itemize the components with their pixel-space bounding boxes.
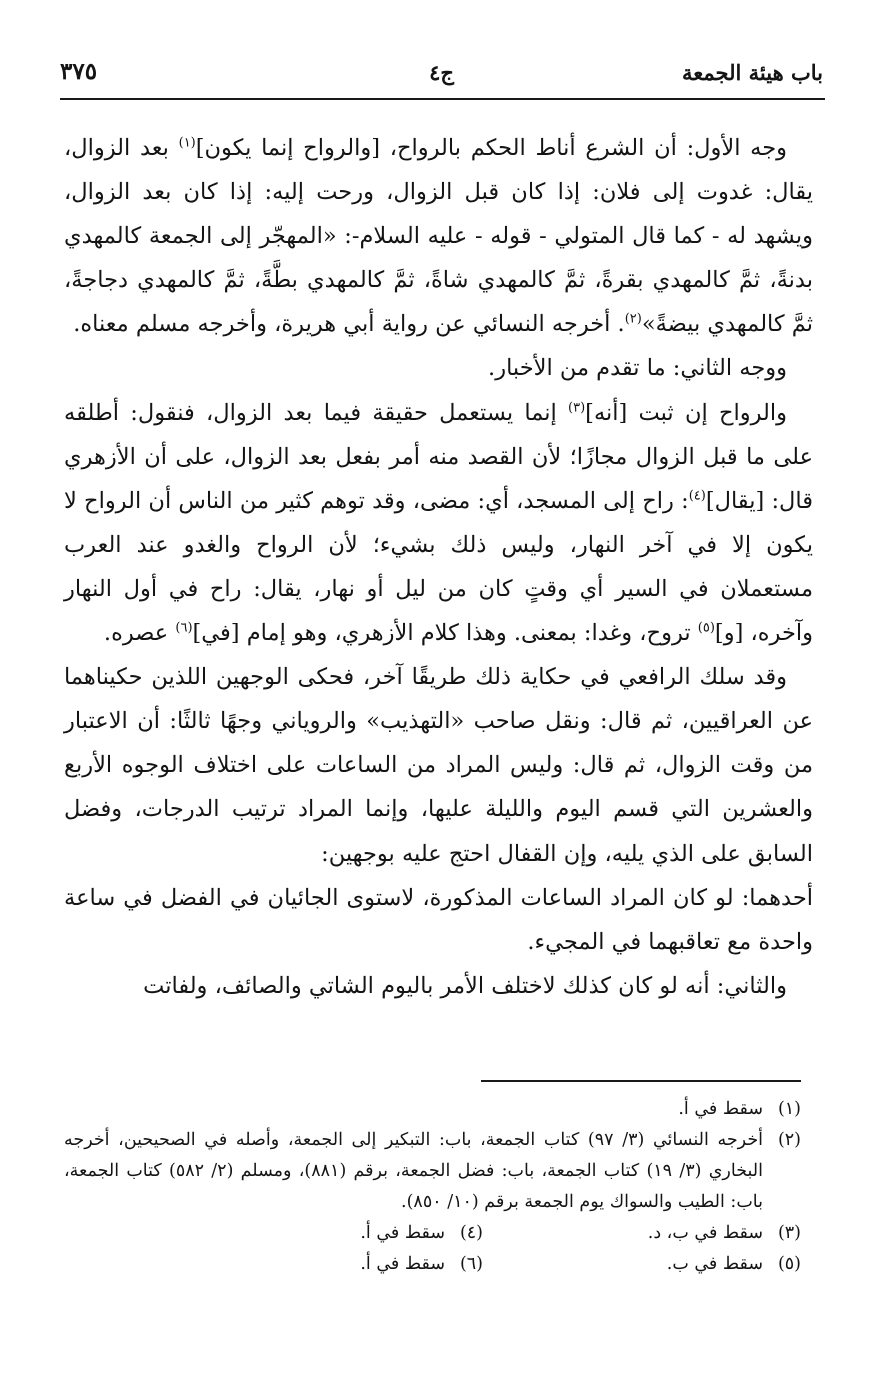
- footnote-number: (٣): [777, 1223, 801, 1243]
- paragraph-text: والرواح إن ثبت [أنه]: [585, 399, 787, 426]
- footnote-4: [165, 1218, 483, 1249]
- running-header: [60, 58, 823, 96]
- footnote-number: (٢): [777, 1130, 801, 1150]
- footnote-text: سقط في أ.: [360, 1223, 445, 1243]
- footnote-text: سقط في ب، د.: [647, 1223, 763, 1243]
- paragraph-3: [64, 391, 813, 656]
- paragraph-text: وجه الأول: أن الشرع أناط الحكم بالرواح، [والرواح إنما يكون]: [195, 135, 787, 161]
- footnote-text: سقط في ب.: [666, 1254, 763, 1274]
- paragraph-text: : راح إلى المسجد، أي: مضى، وقد توهم كثير من الناس أن الرواح لا يكون إلا في آخر النهار، وليس ذلك بشيء؛ لأن الرواح والغدو عند العرب مستعملان في السير أي وقتٍ كان من ليل أو نهار، يقال: راح في أول النهار وآخره، [و]: [64, 487, 813, 647]
- paragraph-5: أحدهما: لو كان المراد الساعات المذكورة، لاستوى الجائيان في الفضل في ساعة واحدة مع تعاقبهما في المجيء.: [64, 884, 813, 955]
- footnote-ref: (٣): [568, 400, 586, 416]
- footnote-ref: (٤): [688, 488, 706, 504]
- footnote-3: [483, 1218, 801, 1249]
- footnote-number: (٤): [459, 1223, 483, 1243]
- footnotes: [64, 1094, 801, 1280]
- footnote-text: أخرجه النسائي (٣/ ٩٧) كتاب الجمعة، باب: التبكير إلى الجمعة، وأصله في الصحيحين، أخرجه البخاري (٣/ ١٩) كتاب الجمعة، باب: فضل الجمعة، برقم (٨٨١)، ومسلم (٢/ ٥٨٢) كتاب الجمعة، باب: الطيب والسواك يوم الجمعة برقم (١٠/ ٨٥٠).: [64, 1130, 763, 1212]
- footnote-5: [483, 1249, 801, 1280]
- paragraph-text: عصره.: [103, 620, 176, 647]
- footnote-text: سقط في أ.: [678, 1099, 763, 1119]
- footnote-number: (٦): [459, 1254, 483, 1274]
- footnote-1: [64, 1094, 801, 1125]
- header-rule: [60, 98, 825, 100]
- footnote-separator: [481, 1080, 801, 1082]
- paragraph-text: إنما يستعمل حقيقة فيما بعد الزوال، فنقول: أطلقه على ما قبل الزوال مجازًا؛ لأن القصد منه أمر بفعل بعد الزوال، على أن الأزهري قال: [يقال]: [64, 399, 813, 514]
- footnote-number: (٥): [777, 1254, 801, 1274]
- footnote-row: [64, 1249, 801, 1280]
- footnote-text: سقط في أ.: [360, 1254, 445, 1274]
- paragraph-2: ووجه الثاني: ما تقدم من الأخبار.: [488, 355, 787, 382]
- footnote-ref: (٥): [697, 620, 715, 636]
- volume-label: ج٤: [429, 60, 454, 85]
- paragraph-4: وقد سلك الرافعي في حكاية ذلك طريقًا آخر، فحكى الوجهين اللذين حكيناهما عن العراقيين، ثم قال: ونقل صاحب «التهذيب» والروياني وجهًا ثالثًا: أن الاعتبار من وقت الزوال، ثم قال: وليس المراد من الساعات على اختلاف الوجوه الأربع والعشرين التي قسم اليوم والليلة عليها، وإنما المراد ترتيب الدرجات، وفضل السابق على الذي يليه، وإن القفال احتج عليه بوجهين:: [64, 664, 813, 867]
- footnote-2: [64, 1125, 801, 1218]
- footnote-ref: (١): [178, 135, 196, 151]
- page-number: ٣٧٥: [60, 58, 98, 85]
- paragraph-6: والثاني: أنه لو كان كذلك لاختلف الأمر باليوم الشاتي والصائف، ولفاتت: [143, 972, 787, 999]
- footnote-row: [64, 1218, 801, 1249]
- paragraph-text: . أخرجه النسائي عن رواية أبي هريرة، وأخرجه مسلم معناه.: [73, 311, 625, 338]
- paragraph-text: تروح، وغدا: بمعنى. وهذا كلام الأزهري، وهو إمام [في]: [192, 620, 698, 647]
- footnote-number: (١): [777, 1099, 801, 1119]
- paragraph-text: بعد الزوال، يقال: غدوت إلى فلان: إذا كان قبل الزوال، ورحت إليه: إذا كان بعد الزوال، ويشهد له - كما قال المتولي - قوله - عليه السلام-: «المهجّر إلى الجمعة كالمهدي بدنةً، ثمَّ كالمهدي بقرةً، ثمَّ كالمهدي شاةً، ثمَّ كالمهدي بطَّةً، ثمَّ كالمهدي دجاجةً، ثمَّ كالمهدي بيضةً»: [64, 135, 813, 338]
- footnote-ref: (٢): [624, 311, 642, 327]
- footnote-ref: (٦): [175, 620, 193, 636]
- chapter-title: باب هيئة الجمعة: [682, 60, 823, 85]
- paragraph-1: [64, 126, 813, 346]
- main-text: [64, 126, 813, 1008]
- footnote-6: [165, 1249, 483, 1280]
